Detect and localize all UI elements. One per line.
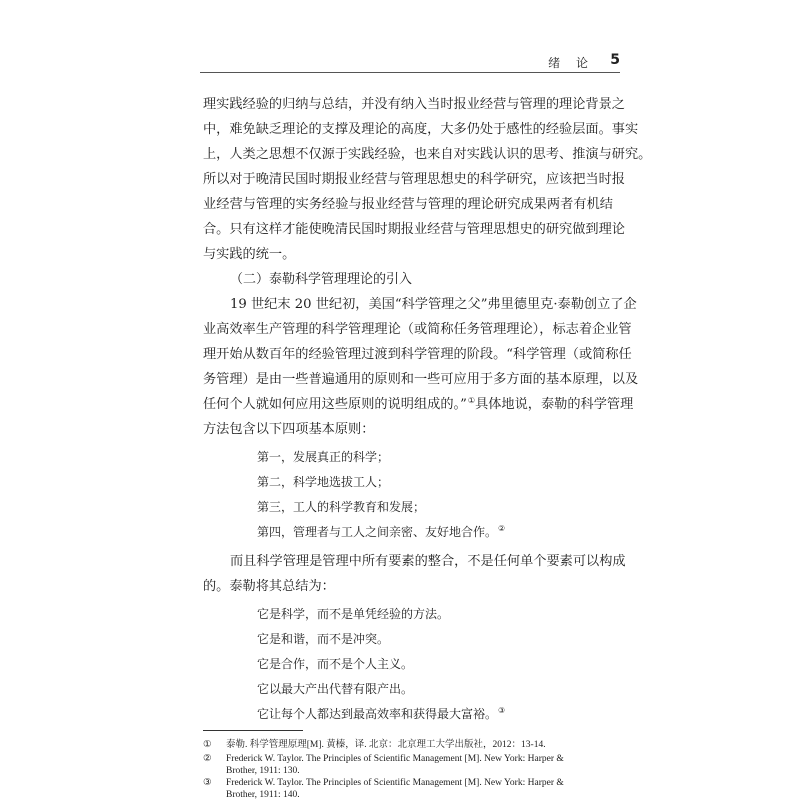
para3-line: 而且科学管理是管理中所有要素的整合，不是任何单个要素可以构成 — [230, 554, 626, 569]
footnote-rule — [203, 730, 303, 731]
page-number: 5 — [610, 52, 620, 68]
para3-line: 的。泰勒将其总结为： — [203, 579, 335, 594]
principle-text: 第四，管理者与工人之间亲密、友好地合作。 — [257, 525, 498, 539]
para2-line-tail: 具体地说，泰勒的科学管理 — [475, 397, 634, 412]
para2-line: 19 世纪末 20 世纪初，美国“科学管理之父”弗里德里克·泰勒创立了企 — [230, 297, 637, 312]
footnote-ref-2[interactable]: ② — [498, 524, 506, 533]
footnote-ref-3[interactable]: ③ — [498, 706, 506, 715]
para1-line: 中，难免缺乏理论的支撑及理论的高度，大多仍处于感性的经验层面。事实 — [203, 122, 639, 137]
para2-line: 务管理）是由一些普遍通用的原则和一些可应用于多方面的基本原理，以及 — [203, 372, 639, 387]
summary-item — [257, 708, 667, 720]
para1-line: 上，人类之思想不仅源于实践经验，也来自对实践认识的思考、推演与研究。 — [203, 147, 652, 162]
para2-line: 方法包含以下四项基本原则： — [203, 422, 375, 437]
chapter-title: 绪 论 — [548, 56, 594, 70]
para2-line — [203, 396, 634, 412]
footnote-mark: ③ — [203, 778, 212, 788]
footnote-text: Frederick W. Taylor. The Principles of Scientific Management [M]. New York: Harper & — [226, 754, 564, 764]
para1-line: 合。只有这样才能使晚清民国时期报业经营与管理思想史的研究做到理论 — [203, 222, 625, 237]
footnote-mark: ① — [203, 740, 212, 750]
footnote-text: 泰勒. 科学管理原理[M]. 黄榛，译. 北京：北京理工大学出版社，2012：13-14. — [226, 740, 546, 750]
section-heading: （二）泰勒科学管理理论的引入 — [230, 272, 413, 287]
header-rule — [200, 72, 620, 73]
principle-item: 第三，工人的科学教育和发展； — [257, 500, 426, 514]
principle-item: 第二，科学地选拔工人； — [257, 475, 390, 489]
summary-item: 它是合作，而不是个人主义。 — [257, 657, 414, 671]
summary-item: 它以最大产出代替有限产出。 — [257, 682, 414, 696]
summary-text: 它让每个人都达到最高效率和获得最大富裕。 — [257, 707, 498, 721]
para2-line: 业高效率生产管理的科学管理理论（或简称任务管理理论），标志着企业管 — [203, 322, 632, 337]
footnote-ref-1[interactable]: ① — [467, 396, 476, 405]
footnote-mark: ② — [203, 754, 212, 764]
para1-line: 业经营与管理的实务经验与报业经营与管理的理论研究成果两者有机结 — [203, 197, 613, 212]
principle-item: 第一，发展真正的科学； — [257, 450, 390, 464]
footnote-text: Brother, 1911: 140. — [226, 790, 300, 800]
footnote-text: Frederick W. Taylor. The Principles of Scientific Management [M]. New York: Harper & — [226, 778, 564, 788]
principle-item — [257, 526, 667, 538]
summary-item: 它是科学，而不是单凭经验的方法。 — [257, 607, 450, 621]
para2-line-text: 任何个人就如何应用这些原则的说明组成的。” — [203, 397, 467, 412]
para1-line: 理实践经验的归纳与总结，并没有纳入当时报业经营与管理的理论背景之 — [203, 97, 625, 112]
para1-line: 所以对于晚清民国时期报业经营与管理思想史的科学研究，应该把当时报 — [203, 172, 625, 187]
summary-item: 它是和谐，而不是冲突。 — [257, 632, 390, 646]
footnote-text: Brother, 1911: 130. — [226, 766, 300, 776]
para1-line: 与实践的统一。 — [203, 247, 296, 262]
para2-line: 理开始从数百年的经验管理过渡到科学管理的阶段。“科学管理（或简称任 — [203, 347, 632, 362]
